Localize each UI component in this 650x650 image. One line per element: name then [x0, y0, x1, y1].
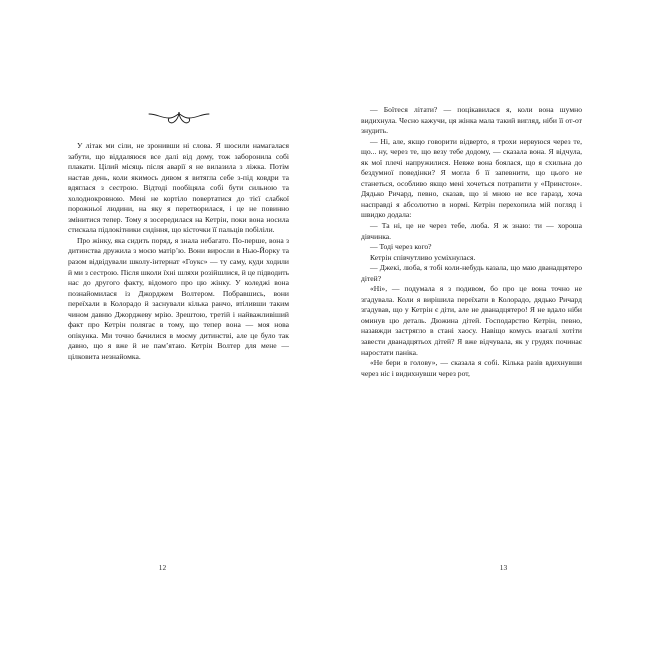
paragraph: — Ні, але, якщо говорити відверто, я трохи нервуюся через те, що... ну, через те, що везу тебе додому, — сказала вона. Я відчула, як мої плечі напружилися. Невже вона боялася, що я схильна до бездумної поведінки? Я могла б її запевнити, що цього не станеться, особливо якщо мені хочеться потрапити у «Принстон». Дядько Ричард, певно, сказав, що зі мною не все гаразд, хоча насправді я абсолютно в нормі. Кетрін перехопила мій погляд і швидко додала: — [361, 136, 582, 220]
paragraph: «Ні», — подумала я з подивом, бо про це вона точно не згадувала. Коли я вирішила переїхати в Колорадо, дядько Ричард згадував, що у Кетрін є діти, але не дванадцятеро! Я не вдало ніби оминув цю деталь. Дюжина дітей. Господарство Кетрін, певно, назавжди застрягло в стані хаосу. Навіщо комусь взагалі хотіти завести дванадцятьох дітей? Я вже відчувала, як у грудях починає наростати паніка. — [361, 284, 582, 357]
paragraph: Про жінку, яка сидить поряд, я знала небагато. По-перше, вона з дитинства дружила з моєю матір’ю. Вони виросли в Нью-Йорку та разом відвідували школу-інтернат «Гоукс» — ту саму, куди ходили й ми з сестрою. Після школи їхні шляхи розійшлися, й це підводить нас до другого факту, відомого про цю жінку. У коледжі вона познайомилася із Джорджем Волтером. Побравшись, вони переїхали в Колорадо й заснували кілька ранчо, втіливши таким чином давню Джорджеву мрію. Зрештою, третій і найважливіший факт про Кетрін полягає в тому, що тепер вона — моя нова опікунка. Ми точно бачилися в моєму дитинстві, але це було так давно, що я вже й не пам’ятаю. Кетрін Волтер для мене — цілковита незнайомка. — [68, 235, 289, 361]
paragraph: Кетрін співчутливо усміхнулася. — [370, 252, 476, 262]
page-number-right: 13 — [499, 563, 508, 572]
scroll-flourish-ornament — [68, 105, 289, 131]
paragraph: «Не бери в голову», — сказала я собі. Кілька разів вдихнувши через ніс і видихнувши через рот, — [361, 358, 582, 378]
right-page — [325, 0, 650, 650]
paragraph: У літак ми сіли, не зронивши ні слова. Я шосили намагалася забути, що віддаляюся все далі від дому, тож заборонила собі плакати. Цілий місяць після аварії я не вилазила з ліжка. Потім настав день, коли якимось дивом я витягла себе з-під ковдри та вдяглася з сестрою. Відтоді пообіцяла собі бути сильною та холоднокровною. Мені не кортіло повертатися до тієї слабкої порожньої людини, на яку я перетворилася, і це не повинно змінитися тепер. Тому я зосередилася на Кетрін, поки вона носила стискала підлокітники сидіння, що кісточки її пальців побіліли. — [68, 141, 289, 235]
right-page-text — [361, 105, 582, 379]
paragraph: — Боїтеся літати? — поцікавилася я, коли вона шумно видихнула. Чесно кажучи, ця жінка мала такий вигляд, ніби її от-от знудить. — [361, 105, 582, 136]
left-page-text — [68, 141, 289, 362]
paragraph: — Джекі, люба, я тобі коли-небудь казала, що маю дванадцятеро дітей? — [361, 263, 582, 283]
page-number-left: 12 — [158, 563, 167, 572]
paragraph: — Тоді через кого? — [370, 242, 432, 252]
paragraph: — Та ні, це не через тебе, люба. Я ж знаю: ти — хороша дівчинка. — [361, 221, 582, 241]
